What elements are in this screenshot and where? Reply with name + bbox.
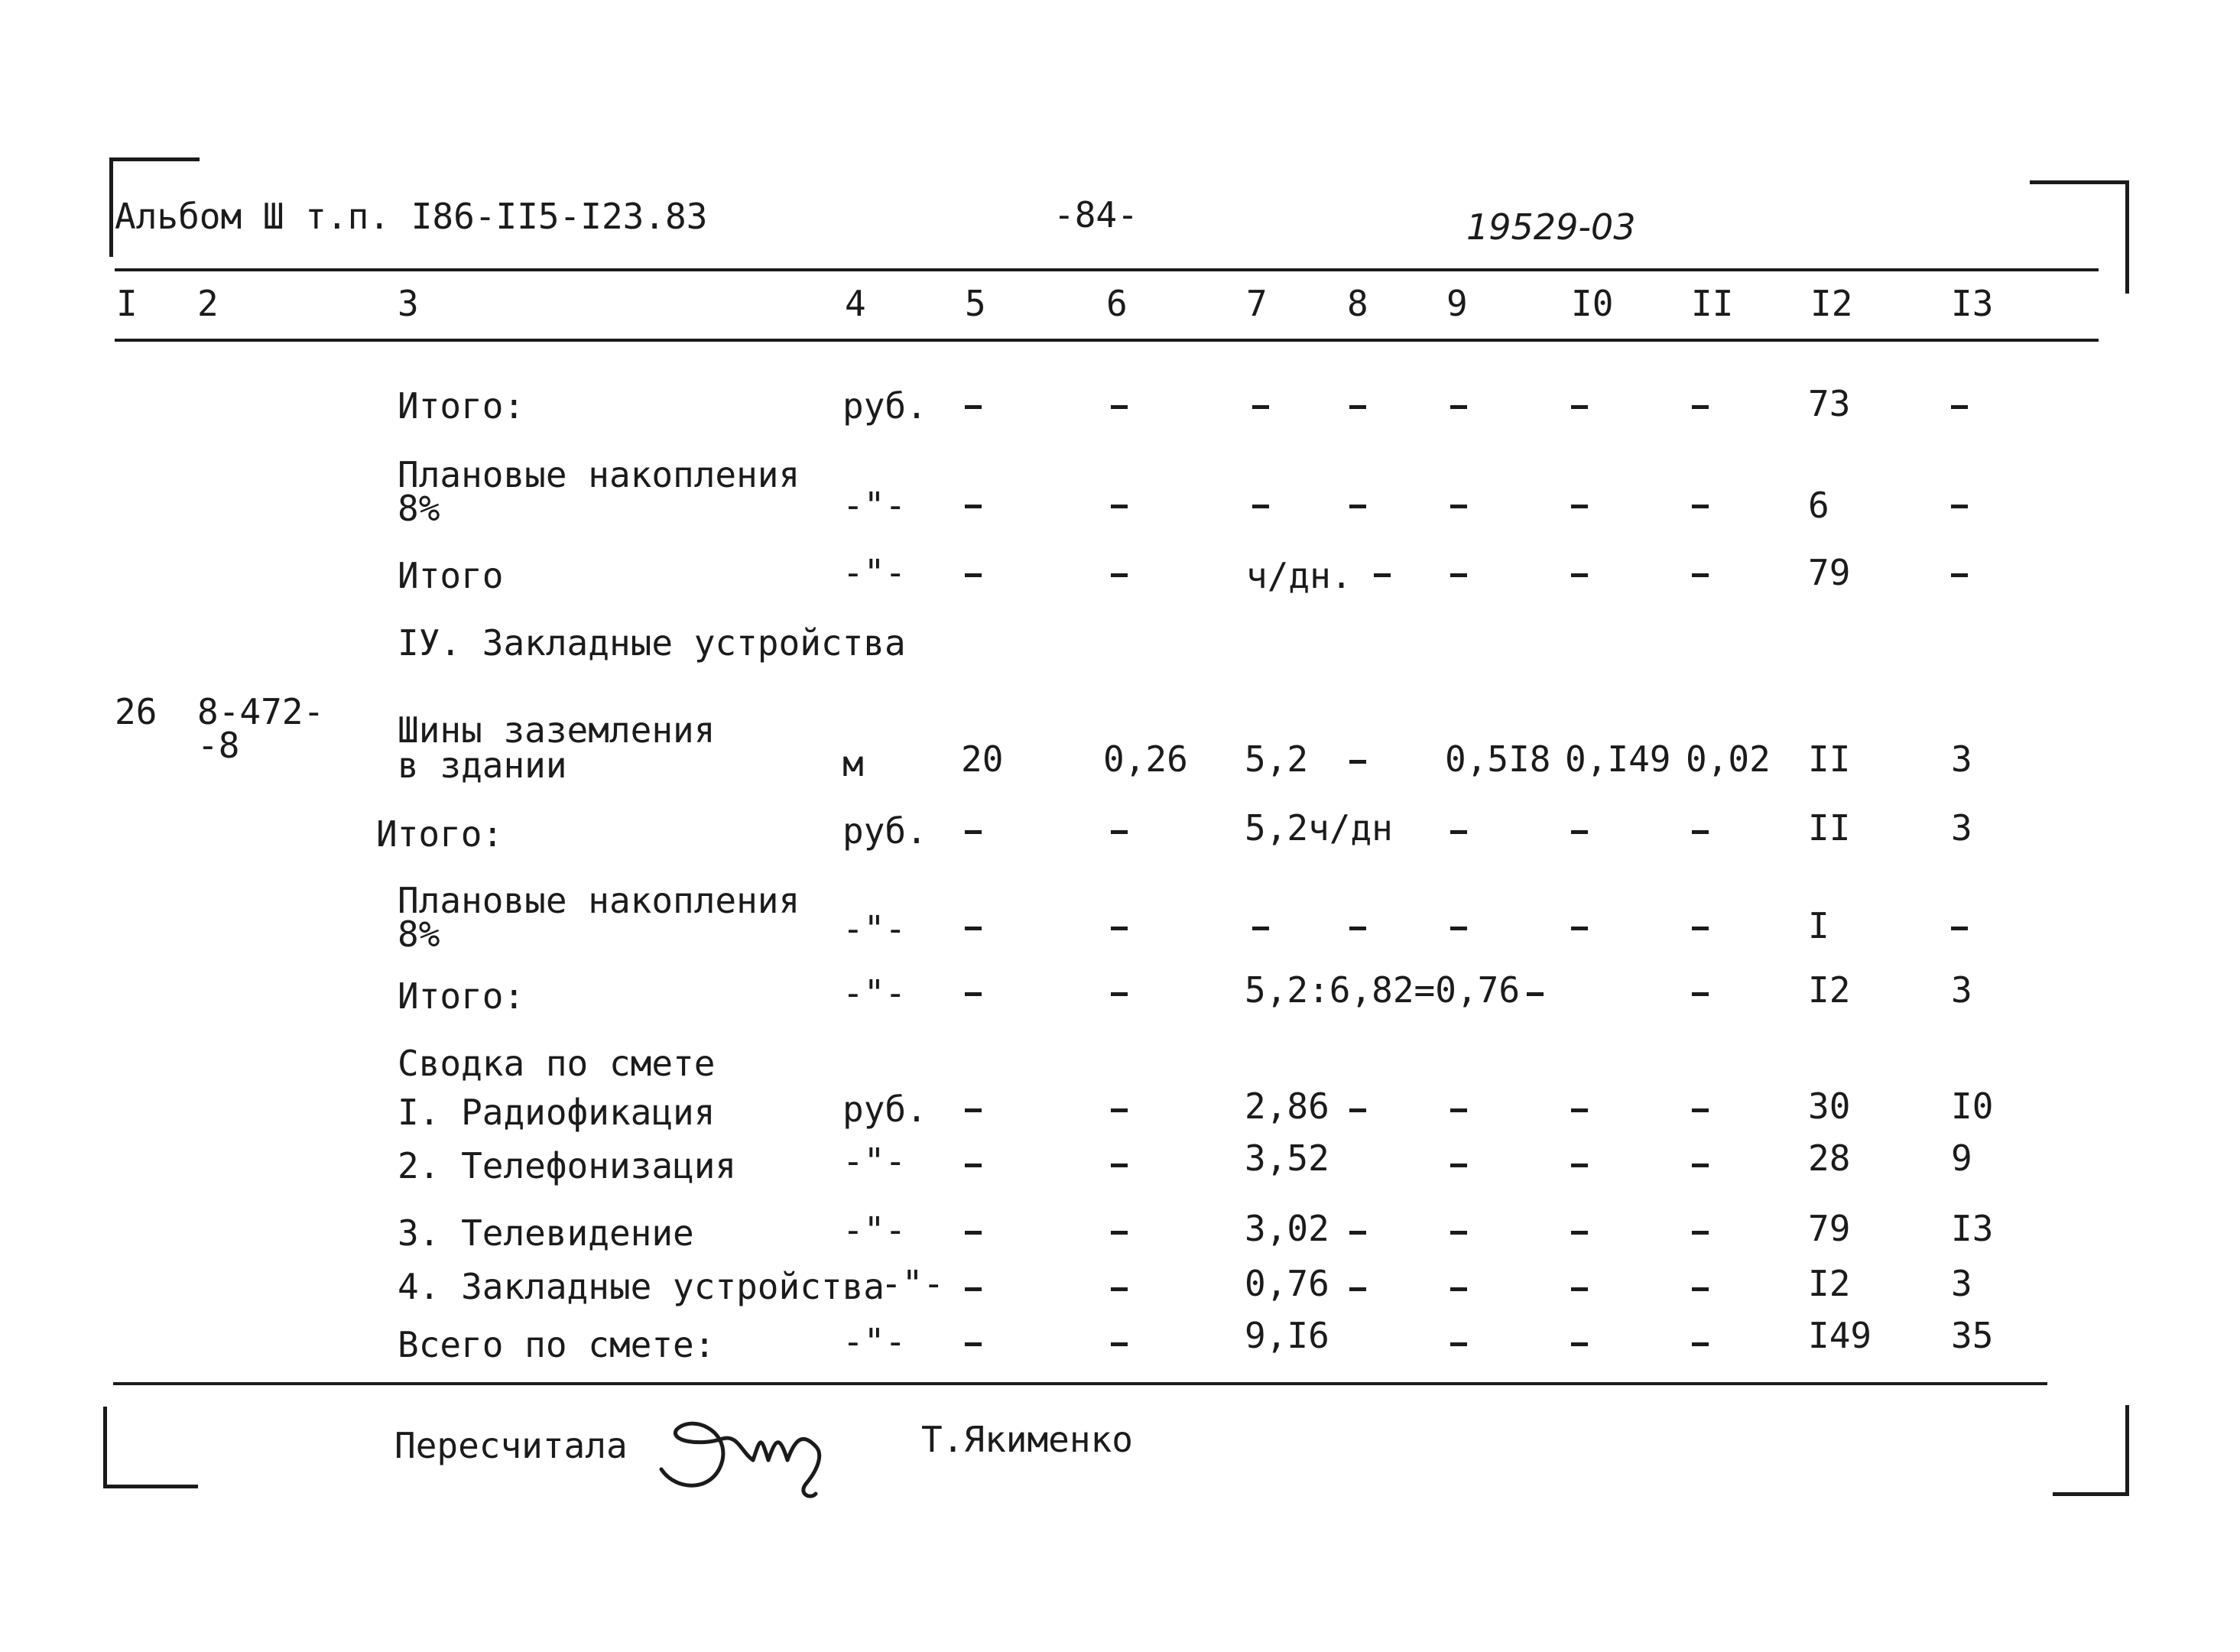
row-unit: руб. <box>842 810 927 852</box>
column-header: 7 <box>1246 283 1268 324</box>
row-unit: -"- <box>842 1321 907 1362</box>
row-name: Всего по смете: <box>398 1324 716 1365</box>
bottom-right-bracket-v <box>2125 1405 2129 1495</box>
empty-cell-dash <box>1374 573 1391 577</box>
row-total: ІІ <box>1808 738 1851 780</box>
album-reference: Альбом Ш т.п. І86-ІІ5-І23.83 <box>115 196 708 237</box>
table-bottom-rule <box>113 1382 2047 1385</box>
empty-cell-dash <box>1692 1164 1709 1167</box>
bottom-right-bracket-h <box>2053 1492 2129 1496</box>
column-header: 4 <box>845 283 866 324</box>
row-name: Плановые накопления <box>398 880 800 921</box>
rate-code: -8 <box>197 725 240 766</box>
empty-cell-dash <box>965 573 982 577</box>
empty-cell-dash <box>965 405 982 409</box>
row-unit: м <box>842 743 864 784</box>
empty-cell-dash <box>1450 505 1467 508</box>
empty-cell-dash <box>1450 1287 1467 1291</box>
empty-cell-dash <box>1349 1108 1366 1112</box>
row-name: Итого: <box>376 813 504 855</box>
signature-image <box>646 1399 868 1506</box>
unit-cost: 0,26 <box>1103 738 1188 780</box>
bottom-left-bracket-v <box>103 1407 107 1488</box>
empty-cell-dash <box>1349 760 1366 764</box>
row-total: 3 <box>1951 807 1972 849</box>
row-total: 35 <box>1951 1315 1994 1356</box>
empty-cell-dash <box>1951 573 1968 577</box>
empty-cell-dash <box>965 992 982 996</box>
empty-cell-dash <box>1951 505 1968 508</box>
empty-cell-dash <box>965 1164 982 1167</box>
row-name: Итого <box>398 555 504 596</box>
labor-value: 2,86 <box>1245 1086 1329 1127</box>
empty-cell-dash <box>1571 1108 1588 1112</box>
labor-value: 5,2 <box>1245 738 1309 780</box>
section-heading: ІУ. Закладные устройства <box>398 622 906 664</box>
column-header: 9 <box>1446 283 1468 324</box>
empty-cell-dash <box>1571 573 1588 577</box>
empty-cell-dash <box>1111 505 1128 508</box>
empty-cell-dash <box>1571 1287 1588 1291</box>
row-name: в здании <box>398 745 567 786</box>
row-total: 3 <box>1951 969 1972 1011</box>
column-header: 2 <box>197 283 219 324</box>
page-number: -84- <box>1053 194 1138 235</box>
column-header: 6 <box>1106 283 1128 324</box>
empty-cell-dash <box>1450 1231 1467 1235</box>
top-right-bracket-v <box>2125 180 2129 294</box>
column-header: I0 <box>1571 283 1614 324</box>
empty-cell-dash <box>1692 992 1709 996</box>
empty-cell-dash <box>1111 830 1128 834</box>
top-left-bracket-h <box>109 157 200 161</box>
labor-value: 0,76 <box>1245 1263 1329 1304</box>
row-name: 3. Телевидение <box>398 1212 694 1254</box>
row-total: 30 <box>1808 1086 1851 1127</box>
row-unit: -"- <box>881 1263 945 1304</box>
empty-cell-dash <box>965 1231 982 1235</box>
labor-value: 9,І6 <box>1245 1315 1329 1356</box>
empty-cell-dash <box>1111 405 1128 409</box>
section-heading: Сводка по смете <box>398 1043 716 1084</box>
empty-cell-dash <box>1571 830 1588 834</box>
empty-cell-dash <box>1252 505 1269 508</box>
empty-cell-dash <box>1349 505 1366 508</box>
column-header: I <box>116 283 138 324</box>
row-total: 3 <box>1951 1263 1972 1304</box>
labor-calculation: 5,2:6,82=0,76 <box>1245 969 1521 1011</box>
row-name: Итого: <box>398 975 525 1017</box>
top-left-bracket-v <box>109 157 113 257</box>
empty-cell-dash <box>1571 1164 1588 1167</box>
labor-value: 5,2ч/дн <box>1245 807 1393 849</box>
empty-cell-dash <box>1692 405 1709 409</box>
row-total: ІІ <box>1808 807 1851 849</box>
row-name: Итого: <box>398 385 525 427</box>
empty-cell-dash <box>1450 830 1467 834</box>
empty-cell-dash <box>1692 1342 1709 1346</box>
checked-by-label: Пересчитала <box>394 1425 628 1466</box>
cell-value: 0,5І8 <box>1445 738 1551 780</box>
row-total: І0 <box>1951 1086 1994 1127</box>
header-rule-top <box>115 268 2099 271</box>
checked-by-name: Т.Якименко <box>921 1419 1133 1460</box>
empty-cell-dash <box>1111 1108 1128 1112</box>
empty-cell-dash <box>1252 927 1269 930</box>
empty-cell-dash <box>1450 927 1467 930</box>
cell-value: 0,І49 <box>1565 738 1671 780</box>
labor-value: 3,52 <box>1245 1138 1329 1179</box>
empty-cell-dash <box>1450 1342 1467 1346</box>
bottom-left-bracket-h <box>103 1485 198 1488</box>
empty-cell-dash <box>1571 1342 1588 1346</box>
empty-cell-dash <box>1450 573 1467 577</box>
row-total: 3 <box>1951 738 1972 780</box>
row-total: 9 <box>1951 1138 1972 1179</box>
empty-cell-dash <box>1349 1287 1366 1291</box>
row-total: 73 <box>1808 383 1851 424</box>
empty-cell-dash <box>1571 927 1588 930</box>
empty-cell-dash <box>965 505 982 508</box>
row-unit: руб. <box>842 1089 927 1130</box>
empty-cell-dash <box>1111 1231 1128 1235</box>
empty-cell-dash <box>1111 1342 1128 1346</box>
row-unit: -"- <box>842 1209 907 1251</box>
empty-cell-dash <box>965 1342 982 1346</box>
row-name: Плановые накопления <box>398 454 800 495</box>
empty-cell-dash <box>965 1287 982 1291</box>
empty-cell-dash <box>1111 573 1128 577</box>
row-total: І2 <box>1808 969 1851 1011</box>
empty-cell-dash <box>1450 1108 1467 1112</box>
empty-cell-dash <box>1951 927 1968 930</box>
rate-code: 8-472- <box>197 691 325 732</box>
column-header: 5 <box>965 283 986 324</box>
empty-cell-dash <box>1450 405 1467 409</box>
column-header: I3 <box>1951 283 1994 324</box>
row-total: 28 <box>1808 1138 1851 1179</box>
quantity: 20 <box>961 738 1004 780</box>
empty-cell-dash <box>1692 573 1709 577</box>
labor-unit: ч/дн. <box>1246 555 1352 596</box>
row-name: 2. Телефонизация <box>398 1145 737 1186</box>
header-rule-bottom <box>115 339 2099 342</box>
column-header: II <box>1691 283 1734 324</box>
row-total: 6 <box>1808 485 1829 526</box>
row-unit: -"- <box>842 908 907 949</box>
empty-cell-dash <box>1111 1287 1128 1291</box>
empty-cell-dash <box>965 830 982 834</box>
row-name: Шины заземления <box>398 709 716 751</box>
row-unit: -"- <box>842 1141 907 1182</box>
document-number: 19529-03 <box>1466 206 1636 248</box>
column-header: I2 <box>1810 283 1853 324</box>
empty-cell-dash <box>1571 405 1588 409</box>
empty-cell-dash <box>1111 1164 1128 1167</box>
empty-cell-dash <box>1349 405 1366 409</box>
row-total: І <box>1808 905 1829 946</box>
empty-cell-dash <box>1527 992 1544 996</box>
row-name: 8% <box>398 914 440 955</box>
empty-cell-dash <box>1252 405 1269 409</box>
column-header: 3 <box>398 283 419 324</box>
row-total: 79 <box>1808 552 1851 593</box>
top-right-bracket-h <box>2030 180 2129 184</box>
row-number: 26 <box>115 691 157 732</box>
empty-cell-dash <box>1349 1231 1366 1235</box>
empty-cell-dash <box>1692 1231 1709 1235</box>
empty-cell-dash <box>1111 927 1128 930</box>
empty-cell-dash <box>1692 1108 1709 1112</box>
empty-cell-dash <box>965 927 982 930</box>
row-name: 4. Закладные устройства <box>398 1266 885 1307</box>
empty-cell-dash <box>1692 1287 1709 1291</box>
row-name: 8% <box>398 488 440 529</box>
row-total: І2 <box>1808 1263 1851 1304</box>
row-unit: -"- <box>842 972 907 1014</box>
empty-cell-dash <box>1571 1231 1588 1235</box>
empty-cell-dash <box>1349 927 1366 930</box>
empty-cell-dash <box>965 1108 982 1112</box>
column-header: 8 <box>1347 283 1368 324</box>
empty-cell-dash <box>1692 830 1709 834</box>
row-unit: -"- <box>842 485 907 526</box>
empty-cell-dash <box>1450 1164 1467 1167</box>
row-unit: -"- <box>842 552 907 593</box>
empty-cell-dash <box>1571 505 1588 508</box>
empty-cell-dash <box>1692 505 1709 508</box>
empty-cell-dash <box>1111 992 1128 996</box>
cell-value: 0,02 <box>1686 738 1771 780</box>
labor-value: 3,02 <box>1245 1208 1329 1249</box>
row-total: І49 <box>1808 1315 1872 1356</box>
empty-cell-dash <box>1951 405 1968 409</box>
row-unit: руб. <box>842 385 927 427</box>
row-total: 79 <box>1808 1208 1851 1249</box>
row-total: І3 <box>1951 1208 1994 1249</box>
row-name: І. Радиофикация <box>398 1092 716 1133</box>
empty-cell-dash <box>1692 927 1709 930</box>
